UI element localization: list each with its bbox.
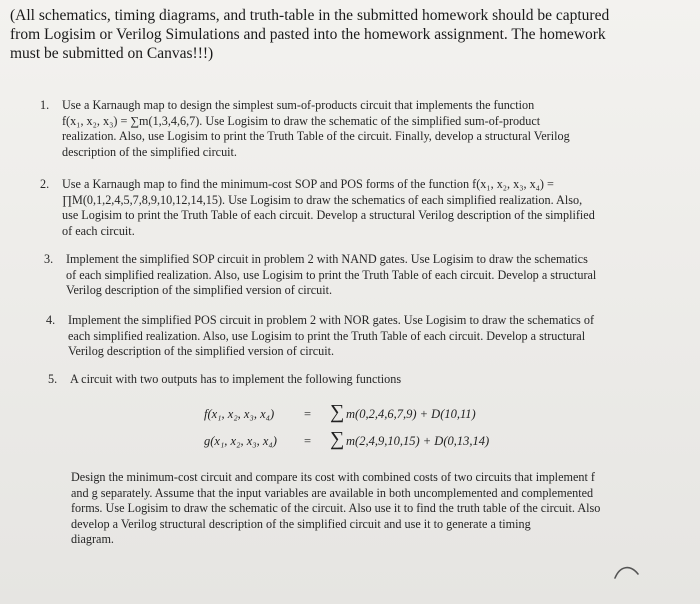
problem-line: f(x₁, x₂, x₃) = ∑m(1,3,4,6,7). Use Logisim to draw the schematic of the simplified sum-of-product xyxy=(62,113,541,128)
equation-rhs: m(0,2,4,6,7,9) + D(10,11) xyxy=(346,407,476,421)
problem-line: Implement the simplified POS circuit in problem 2 with NOR gates. Use Logisim to draw the schematics of xyxy=(68,313,595,327)
problem-number: 3. xyxy=(44,252,54,266)
equals-sign: = xyxy=(304,434,312,448)
problem-line: description of the simplified circuit. xyxy=(62,144,237,159)
paragraph-line: and g separately. Assume that the input variables are available in both uncomplemented and complemented xyxy=(71,485,594,500)
equals-sign: = xyxy=(304,407,312,421)
equation-lhs: g(x₁, x₂, x₃, x₄) xyxy=(204,434,277,448)
problem-line: Use a Karnaugh map to find the minimum-cost SOP and POS forms of the function f(x₁, x₂, x₃, x₄) = xyxy=(62,177,554,191)
pen-mark-icon xyxy=(612,562,642,584)
equation-rhs: m(2,4,9,10,15) + D(0,13,14) xyxy=(346,434,490,448)
problem-line: realization. Also, use Logisim to print the Truth Table of the circuit. Finally, develop a structural Verilog xyxy=(62,129,570,143)
problem-5-instructions xyxy=(71,470,639,548)
equation-g xyxy=(204,428,534,452)
problem-line: Implement the simplified SOP circuit in problem 2 with NAND gates. Use Logisim to draw the schematics xyxy=(66,252,588,266)
problem-line: Use a Karnaugh map to design the simplest sum-of-products circuit that implements the function xyxy=(62,98,535,112)
instruction-line: from Logisim or Verilog Simulations and pasted into the homework assignment. The homework xyxy=(10,26,606,43)
instruction-line: must be submitted on Canvas!!!) xyxy=(10,45,214,62)
equation-lhs: f(x₁, x₂, x₃, x₄) xyxy=(204,407,275,421)
problem-line: A circuit with two outputs has to implement the following functions xyxy=(70,372,402,386)
summation-sign: ∑ xyxy=(330,428,345,450)
equation-f xyxy=(204,401,534,425)
problem-number: 2. xyxy=(40,177,50,191)
problem-line: each simplified realization. Also, use Logisim to print the Truth Table of each circuit. Develop a structural xyxy=(68,328,586,343)
problem-line: ∏M(0,1,2,4,5,7,8,9,10,12,14,15). Use Logisim to draw the schematics of each simplified realization. Also, xyxy=(62,192,583,207)
problem-number: 4. xyxy=(46,313,56,327)
paragraph-line: Design the minimum-cost circuit and compare its cost with combined costs of two circuits that implement f xyxy=(71,470,595,484)
problem-line: Verilog description of the simplified version of circuit. xyxy=(66,283,333,297)
problem-number: 5. xyxy=(48,372,58,386)
summation-sign: ∑ xyxy=(330,401,345,423)
problem-line: Verilog description of the simplified version of circuit. xyxy=(68,344,335,358)
problem-line: of each simplified realization. Also, use Logisim to print the Truth Table of each circuit. Develop a structural xyxy=(66,267,597,282)
problem-line: use Logisim to print the Truth Table of each circuit. Develop a structural Verilog description of the simplified xyxy=(62,208,595,222)
paragraph-line: diagram. xyxy=(71,532,114,546)
submission-instructions xyxy=(10,6,670,63)
problem-line: of each circuit. xyxy=(62,223,135,238)
paragraph-line: forms. Use Logisim to draw the schematic of the circuit. Also use it to find the truth table of the circuit. Also xyxy=(71,501,601,515)
instruction-line: (All schematics, timing diagrams, and truth-table in the submitted homework should be captured xyxy=(10,7,610,24)
problem-number: 1. xyxy=(40,98,50,112)
paragraph-line: develop a Verilog structural description of the simplified circuit and use it to generate a timing xyxy=(71,516,531,531)
